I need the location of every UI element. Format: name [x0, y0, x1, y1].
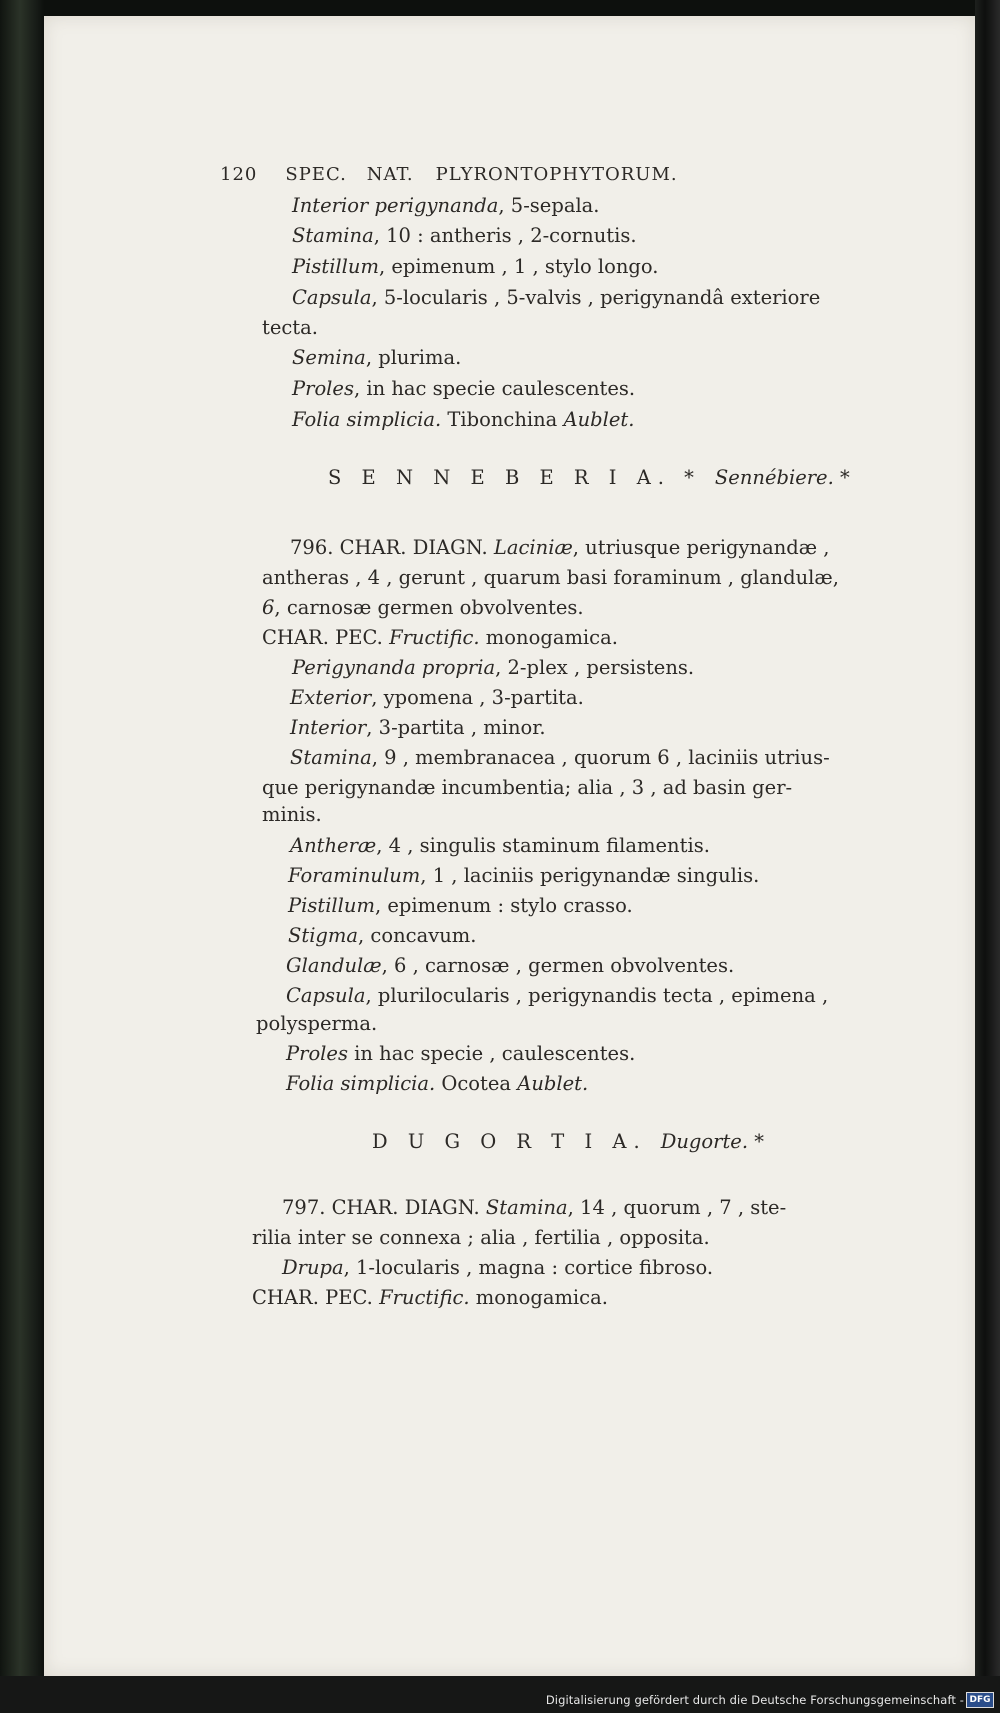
desc: , 5-sepala. [498, 194, 600, 217]
term: Proles [292, 377, 354, 400]
desc: in hac specie , caulescentes. [347, 1042, 636, 1065]
text-line [292, 379, 635, 399]
genus-heading [328, 468, 850, 488]
footer-credit: Digitalisierung gefördert durch die Deutsche Forschungsgemeinschaft - [545, 1693, 964, 1707]
desc: , 1-locularis , magna : cortice fibroso. [343, 1256, 714, 1279]
text-line [290, 836, 710, 856]
desc: , concavum. [358, 924, 477, 947]
page-number: 120 [220, 164, 258, 185]
text-line [262, 598, 584, 618]
text-line [292, 196, 600, 216]
character-label: CHAR. PEC. [262, 626, 383, 649]
desc: monogamica. [469, 1286, 608, 1309]
term: Drupa [282, 1256, 344, 1279]
term: Stamina [290, 746, 372, 769]
desc: , 1 , laciniis perigynandæ singulis. [420, 864, 760, 887]
desc: , 2-plex , persistens. [495, 656, 695, 679]
desc: polysperma. [256, 1012, 378, 1035]
text-line [292, 288, 820, 308]
diagnosis-label: 797. CHAR. DIAGN. [282, 1196, 480, 1219]
diagnosis-label: 796. CHAR. DIAGN. [290, 536, 488, 559]
desc: , 5-locularis , 5-valvis , perigynandâ exteriore [371, 286, 821, 309]
head-title-a: SPEC. [285, 164, 347, 185]
term: Exterior [290, 686, 372, 709]
desc: Tibonchina [441, 408, 564, 431]
text-line [262, 778, 792, 798]
author: Aublet. [517, 1072, 589, 1095]
term: Fructific. [389, 626, 480, 649]
genus-heading [372, 1132, 764, 1152]
term: Stigma [288, 924, 359, 947]
term: Fructific. [379, 1286, 470, 1309]
desc: Ocotea [435, 1072, 518, 1095]
desc: , plurilocularis , perigynandis tecta , epimena , [365, 984, 829, 1007]
term: Stamina [485, 1196, 568, 1219]
head-title-b: NAT. [366, 164, 414, 185]
desc: , 4 , singulis staminum filamentis. [376, 834, 710, 857]
desc: antheras , 4 , gerunt , quarum basi foraminum , glandulæ, [262, 566, 839, 589]
footer-bar [0, 1676, 1000, 1713]
genus-name: D U G O R T I A. [372, 1130, 647, 1153]
text-line [252, 1228, 710, 1248]
book-edge [975, 0, 1000, 1713]
desc: , ypomena , 3-partita. [371, 686, 584, 709]
text-line [288, 926, 476, 946]
text-line [290, 718, 546, 738]
number: 6 [262, 596, 275, 619]
term: Capsula [292, 286, 372, 309]
term: Interior [290, 716, 367, 739]
term: Stamina [292, 224, 374, 247]
desc: que perigynandæ incumbentia; alia , 3 , ad basin ger- [262, 776, 793, 799]
term: Folia simplicia. [292, 408, 442, 431]
running-head [220, 166, 678, 184]
text-line [282, 1258, 713, 1278]
text-line [292, 257, 659, 277]
text-line [262, 318, 318, 338]
desc: , 14 , quorum , 7 , ste- [567, 1196, 787, 1219]
desc: minis. [262, 803, 322, 826]
desc: rilia inter se connexa ; alia , fertilia , opposita. [252, 1226, 710, 1249]
term: Glandulæ [286, 954, 382, 977]
text-line [256, 1014, 377, 1034]
term: Folia simplicia. [286, 1072, 436, 1095]
author: Aublet. [563, 408, 635, 431]
text-line [262, 568, 839, 588]
desc: , 6 , carnosæ , germen obvolventes. [381, 954, 735, 977]
term: Pistillum [288, 894, 375, 917]
text-line [282, 1198, 786, 1218]
text-line [290, 688, 584, 708]
term: Perigynanda propria [292, 656, 496, 679]
text-line [288, 866, 759, 886]
text-line [262, 628, 618, 648]
text-line [288, 896, 633, 916]
desc: tecta. [262, 316, 318, 339]
text-line [292, 658, 694, 678]
desc: , epimenum : stylo crasso. [374, 894, 633, 917]
text-line [286, 986, 828, 1006]
text-line [286, 956, 734, 976]
desc: , epimenum , 1 , stylo longo. [378, 255, 659, 278]
text-line [252, 1288, 608, 1308]
term: Foraminulum [288, 864, 421, 887]
head-title-c: PLYRONTOPHYTORUM. [435, 164, 678, 185]
desc: , plurima. [365, 346, 462, 369]
text-line [292, 226, 637, 246]
desc: , 10 : antheris , 2-cornutis. [373, 224, 637, 247]
term: Antheræ [290, 834, 377, 857]
desc: , 9 , membranacea , quorum 6 , laciniis utrius- [371, 746, 830, 769]
genus-name: S E N N E B E R I A. * [328, 466, 701, 489]
text-line [292, 410, 634, 430]
genus-vernacular: Dugorte. * [660, 1130, 764, 1153]
desc: , in hac specie caulescentes. [353, 377, 636, 400]
term: Pistillum [292, 255, 379, 278]
character-label: CHAR. PEC. [252, 1286, 373, 1309]
desc: , utriusque perigynandæ , [572, 536, 830, 559]
text-line [286, 1074, 588, 1094]
text-line [286, 1044, 635, 1064]
term: Laciniæ [493, 536, 573, 559]
genus-vernacular: Sennébiere. * [714, 466, 850, 489]
desc: , 3-partita , minor. [366, 716, 546, 739]
text-line [262, 805, 322, 825]
text-line [292, 348, 461, 368]
desc: , carnosæ germen obvolventes. [274, 596, 584, 619]
term: Semina [292, 346, 366, 369]
term: Capsula [286, 984, 366, 1007]
text-line [290, 748, 830, 768]
term: Interior perigynanda [292, 194, 499, 217]
term: Proles [286, 1042, 348, 1065]
desc: monogamica. [479, 626, 618, 649]
dfg-logo: DFG [966, 1692, 994, 1708]
text-line [290, 538, 830, 558]
